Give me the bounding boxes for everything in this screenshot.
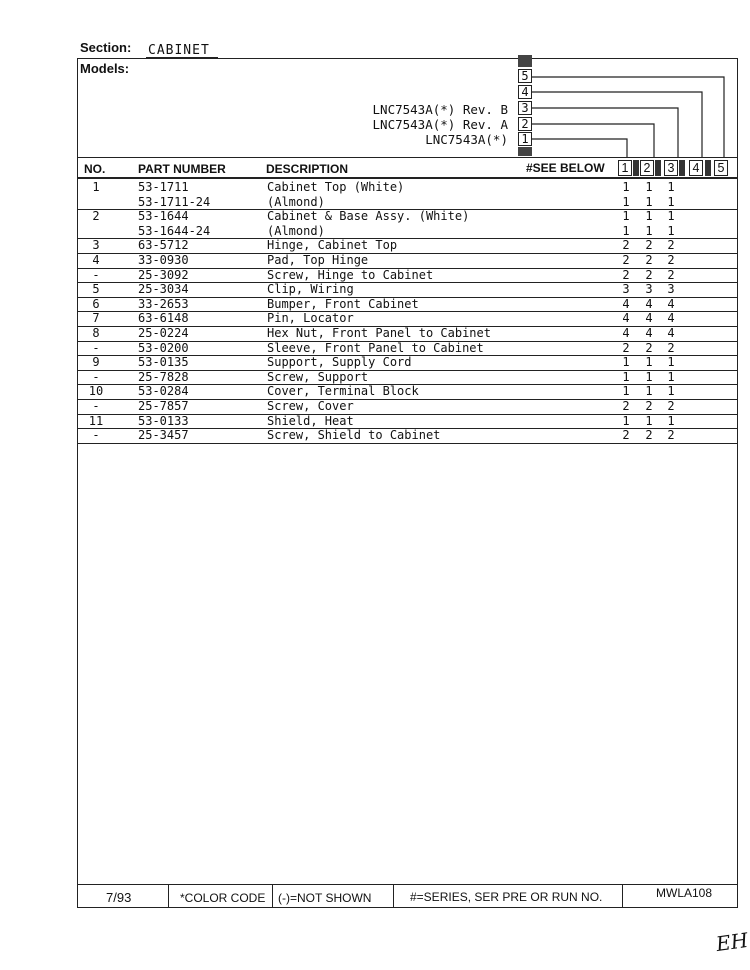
part-number: 25-7857 <box>138 399 189 413</box>
qty-model-1: 2 <box>622 253 630 267</box>
model-name-base: LNC7543A(*) <box>425 132 508 147</box>
qty-model-3: 2 <box>667 253 675 267</box>
table-row <box>77 311 738 327</box>
qty-model-3: 2 <box>667 267 675 282</box>
table-row <box>77 297 738 313</box>
part-number: 53-0135 <box>138 355 189 370</box>
qty-model-2: 1 <box>645 180 653 194</box>
table-row <box>77 195 738 211</box>
item-number: - <box>92 399 100 413</box>
part-number: 53-0133 <box>138 413 189 428</box>
footer-not-shown: (-)=NOT SHOWN <box>278 891 372 905</box>
qty-model-1: 2 <box>622 267 630 282</box>
part-number: 53-1644 <box>138 209 189 224</box>
qty-model-2: 2 <box>645 267 653 282</box>
qty-model-1: 2 <box>622 340 630 355</box>
column-header-bottom-rule <box>77 177 738 179</box>
model-col-3: 3 <box>664 160 678 176</box>
part-number: 25-7828 <box>138 369 189 384</box>
footer-series-note: #=SERIES, SER PRE OR RUN NO. <box>410 890 603 904</box>
table-row <box>77 224 738 240</box>
model-name-rev-b: LNC7543A(*) Rev. B <box>372 102 508 117</box>
qty-model-2: 2 <box>645 340 653 355</box>
item-number: - <box>92 428 100 443</box>
part-description: Clip, Wiring <box>267 282 354 297</box>
part-description: Screw, Support <box>267 369 369 384</box>
part-number: 63-5712 <box>138 238 189 253</box>
qty-model-1: 1 <box>622 194 630 209</box>
table-row <box>77 268 738 284</box>
part-number: 25-0224 <box>138 326 189 340</box>
part-description: Bumper, Front Cabinet <box>267 296 419 311</box>
qty-model-3: 1 <box>667 194 675 209</box>
table-row <box>77 370 738 386</box>
column-header-part-number: PART NUMBER <box>138 162 226 176</box>
qty-model-2: 1 <box>645 209 653 224</box>
part-description: Pad, Top Hinge <box>267 253 369 267</box>
table-row <box>77 399 738 415</box>
model-connector-lines <box>530 70 740 160</box>
part-description: Pin, Locator <box>267 311 354 326</box>
model-col-sep-1 <box>633 160 639 176</box>
item-number: 8 <box>92 326 100 340</box>
qty-model-3: 2 <box>667 238 675 253</box>
qty-model-3: 1 <box>667 369 675 384</box>
qty-model-2: 1 <box>645 194 653 209</box>
footer-divider-1 <box>168 885 169 907</box>
item-number: 9 <box>92 355 100 370</box>
qty-model-3: 1 <box>667 413 675 428</box>
column-header-top-rule <box>77 157 738 158</box>
table-row <box>77 384 738 400</box>
qty-model-2: 1 <box>645 223 653 238</box>
part-description: Support, Supply Cord <box>267 355 412 370</box>
part-description: Hinge, Cabinet Top <box>267 238 398 253</box>
part-number: 25-3092 <box>138 267 189 282</box>
qty-model-1: 2 <box>622 428 630 443</box>
qty-model-2: 2 <box>645 253 653 267</box>
qty-model-1: 1 <box>622 369 630 384</box>
item-number: 3 <box>92 238 100 253</box>
qty-model-2: 1 <box>645 413 653 428</box>
table-row <box>77 428 738 444</box>
part-description: Cabinet Top (White) <box>267 180 405 194</box>
part-description: Screw, Cover <box>267 399 354 413</box>
item-number: 2 <box>92 209 100 224</box>
model-box-1: 1 <box>518 132 532 146</box>
qty-model-2: 1 <box>645 369 653 384</box>
qty-model-2: 1 <box>645 355 653 370</box>
footer-divider-4 <box>622 885 623 907</box>
model-box-2: 2 <box>518 117 532 131</box>
model-col-5: 5 <box>714 160 728 176</box>
qty-model-2: 4 <box>645 296 653 311</box>
model-box-5: 5 <box>518 69 532 83</box>
footer-top-rule <box>77 884 738 885</box>
qty-model-3: 1 <box>667 209 675 224</box>
model-col-2: 2 <box>640 160 654 176</box>
qty-model-1: 1 <box>622 413 630 428</box>
qty-model-3: 4 <box>667 296 675 311</box>
qty-model-3: 1 <box>667 180 675 194</box>
column-header-no: NO. <box>84 162 106 176</box>
model-box-3: 3 <box>518 101 532 115</box>
qty-model-3: 4 <box>667 326 675 340</box>
part-description: Sleeve, Front Panel to Cabinet <box>267 340 484 355</box>
qty-model-3: 2 <box>667 428 675 443</box>
table-row <box>77 414 738 430</box>
table-row <box>77 238 738 254</box>
model-col-1: 1 <box>618 160 632 176</box>
item-number: - <box>92 369 100 384</box>
item-number: - <box>92 267 100 282</box>
table-row <box>77 180 738 195</box>
footer-color-code: *COLOR CODE <box>180 891 266 905</box>
part-description: Shield, Heat <box>267 413 354 428</box>
footer-divider-3 <box>393 885 394 907</box>
qty-model-2: 3 <box>645 282 653 297</box>
qty-model-2: 2 <box>645 428 653 443</box>
qty-model-2: 4 <box>645 311 653 326</box>
model-box-4: 4 <box>518 85 532 99</box>
table-row <box>77 341 738 357</box>
item-number: - <box>92 340 100 355</box>
section-value: CABINET <box>148 43 210 58</box>
handwritten-initials: EH <box>714 927 750 957</box>
qty-model-2: 4 <box>645 326 653 340</box>
qty-model-3: 4 <box>667 311 675 326</box>
item-number: 10 <box>88 384 104 399</box>
part-description: (Almond) <box>267 194 325 209</box>
part-number: 53-1711 <box>138 180 189 194</box>
qty-model-1: 4 <box>622 296 630 311</box>
qty-model-2: 2 <box>645 399 653 413</box>
item-number: 7 <box>92 311 100 326</box>
part-number: 53-0200 <box>138 340 189 355</box>
model-name-rev-a: LNC7543A(*) Rev. A <box>372 117 508 132</box>
item-number: 1 <box>92 180 100 194</box>
part-number: 53-1711-24 <box>138 194 211 209</box>
part-number: 53-0284 <box>138 384 189 399</box>
qty-model-1: 1 <box>622 180 630 194</box>
qty-model-1: 1 <box>622 355 630 370</box>
qty-model-3: 2 <box>667 399 675 413</box>
qty-model-3: 3 <box>667 282 675 297</box>
qty-model-3: 1 <box>667 355 675 370</box>
qty-model-1: 1 <box>622 384 630 399</box>
qty-model-2: 1 <box>645 384 653 399</box>
qty-model-3: 1 <box>667 384 675 399</box>
qty-model-3: 1 <box>667 223 675 238</box>
qty-model-1: 2 <box>622 399 630 413</box>
model-box-marker-top <box>518 55 532 67</box>
item-number: 5 <box>92 282 100 297</box>
model-col-sep-4 <box>705 160 711 176</box>
model-col-sep-2 <box>655 160 661 176</box>
part-number: 25-3457 <box>138 428 189 443</box>
part-number: 63-6148 <box>138 311 189 326</box>
part-number: 53-1644-24 <box>138 223 211 238</box>
table-row <box>77 209 738 224</box>
qty-model-1: 1 <box>622 209 630 224</box>
part-number: 33-2653 <box>138 296 189 311</box>
column-header-description: DESCRIPTION <box>266 162 349 176</box>
models-label: Models: <box>80 61 130 76</box>
part-description: Cabinet & Base Assy. (White) <box>267 209 470 224</box>
part-number: 33-0930 <box>138 253 189 267</box>
qty-model-1: 3 <box>622 282 630 297</box>
item-number: 6 <box>92 296 100 311</box>
part-number: 25-3034 <box>138 282 189 297</box>
table-row <box>77 253 738 269</box>
model-col-sep-3 <box>679 160 685 176</box>
table-row <box>77 355 738 371</box>
model-col-4: 4 <box>689 160 703 176</box>
part-description: (Almond) <box>267 223 325 238</box>
qty-model-1: 4 <box>622 311 630 326</box>
part-description: Hex Nut, Front Panel to Cabinet <box>267 326 491 340</box>
footer-doc-id: MWLA108 <box>656 886 713 900</box>
part-description: Screw, Shield to Cabinet <box>267 428 441 443</box>
table-row <box>77 326 738 342</box>
part-description: Screw, Hinge to Cabinet <box>267 267 434 282</box>
qty-model-1: 4 <box>622 326 630 340</box>
footer-date: 7/93 <box>106 890 132 905</box>
table-row <box>77 282 738 298</box>
qty-model-1: 2 <box>622 238 630 253</box>
qty-model-2: 2 <box>645 238 653 253</box>
part-description: Cover, Terminal Block <box>267 384 419 399</box>
qty-model-1: 1 <box>622 223 630 238</box>
footer-divider-2 <box>272 885 273 907</box>
section-label: Section: <box>80 40 132 55</box>
qty-model-3: 2 <box>667 340 675 355</box>
item-number: 4 <box>92 253 100 267</box>
column-header-see-below: #SEE BELOW <box>526 161 605 175</box>
item-number: 11 <box>88 413 104 428</box>
